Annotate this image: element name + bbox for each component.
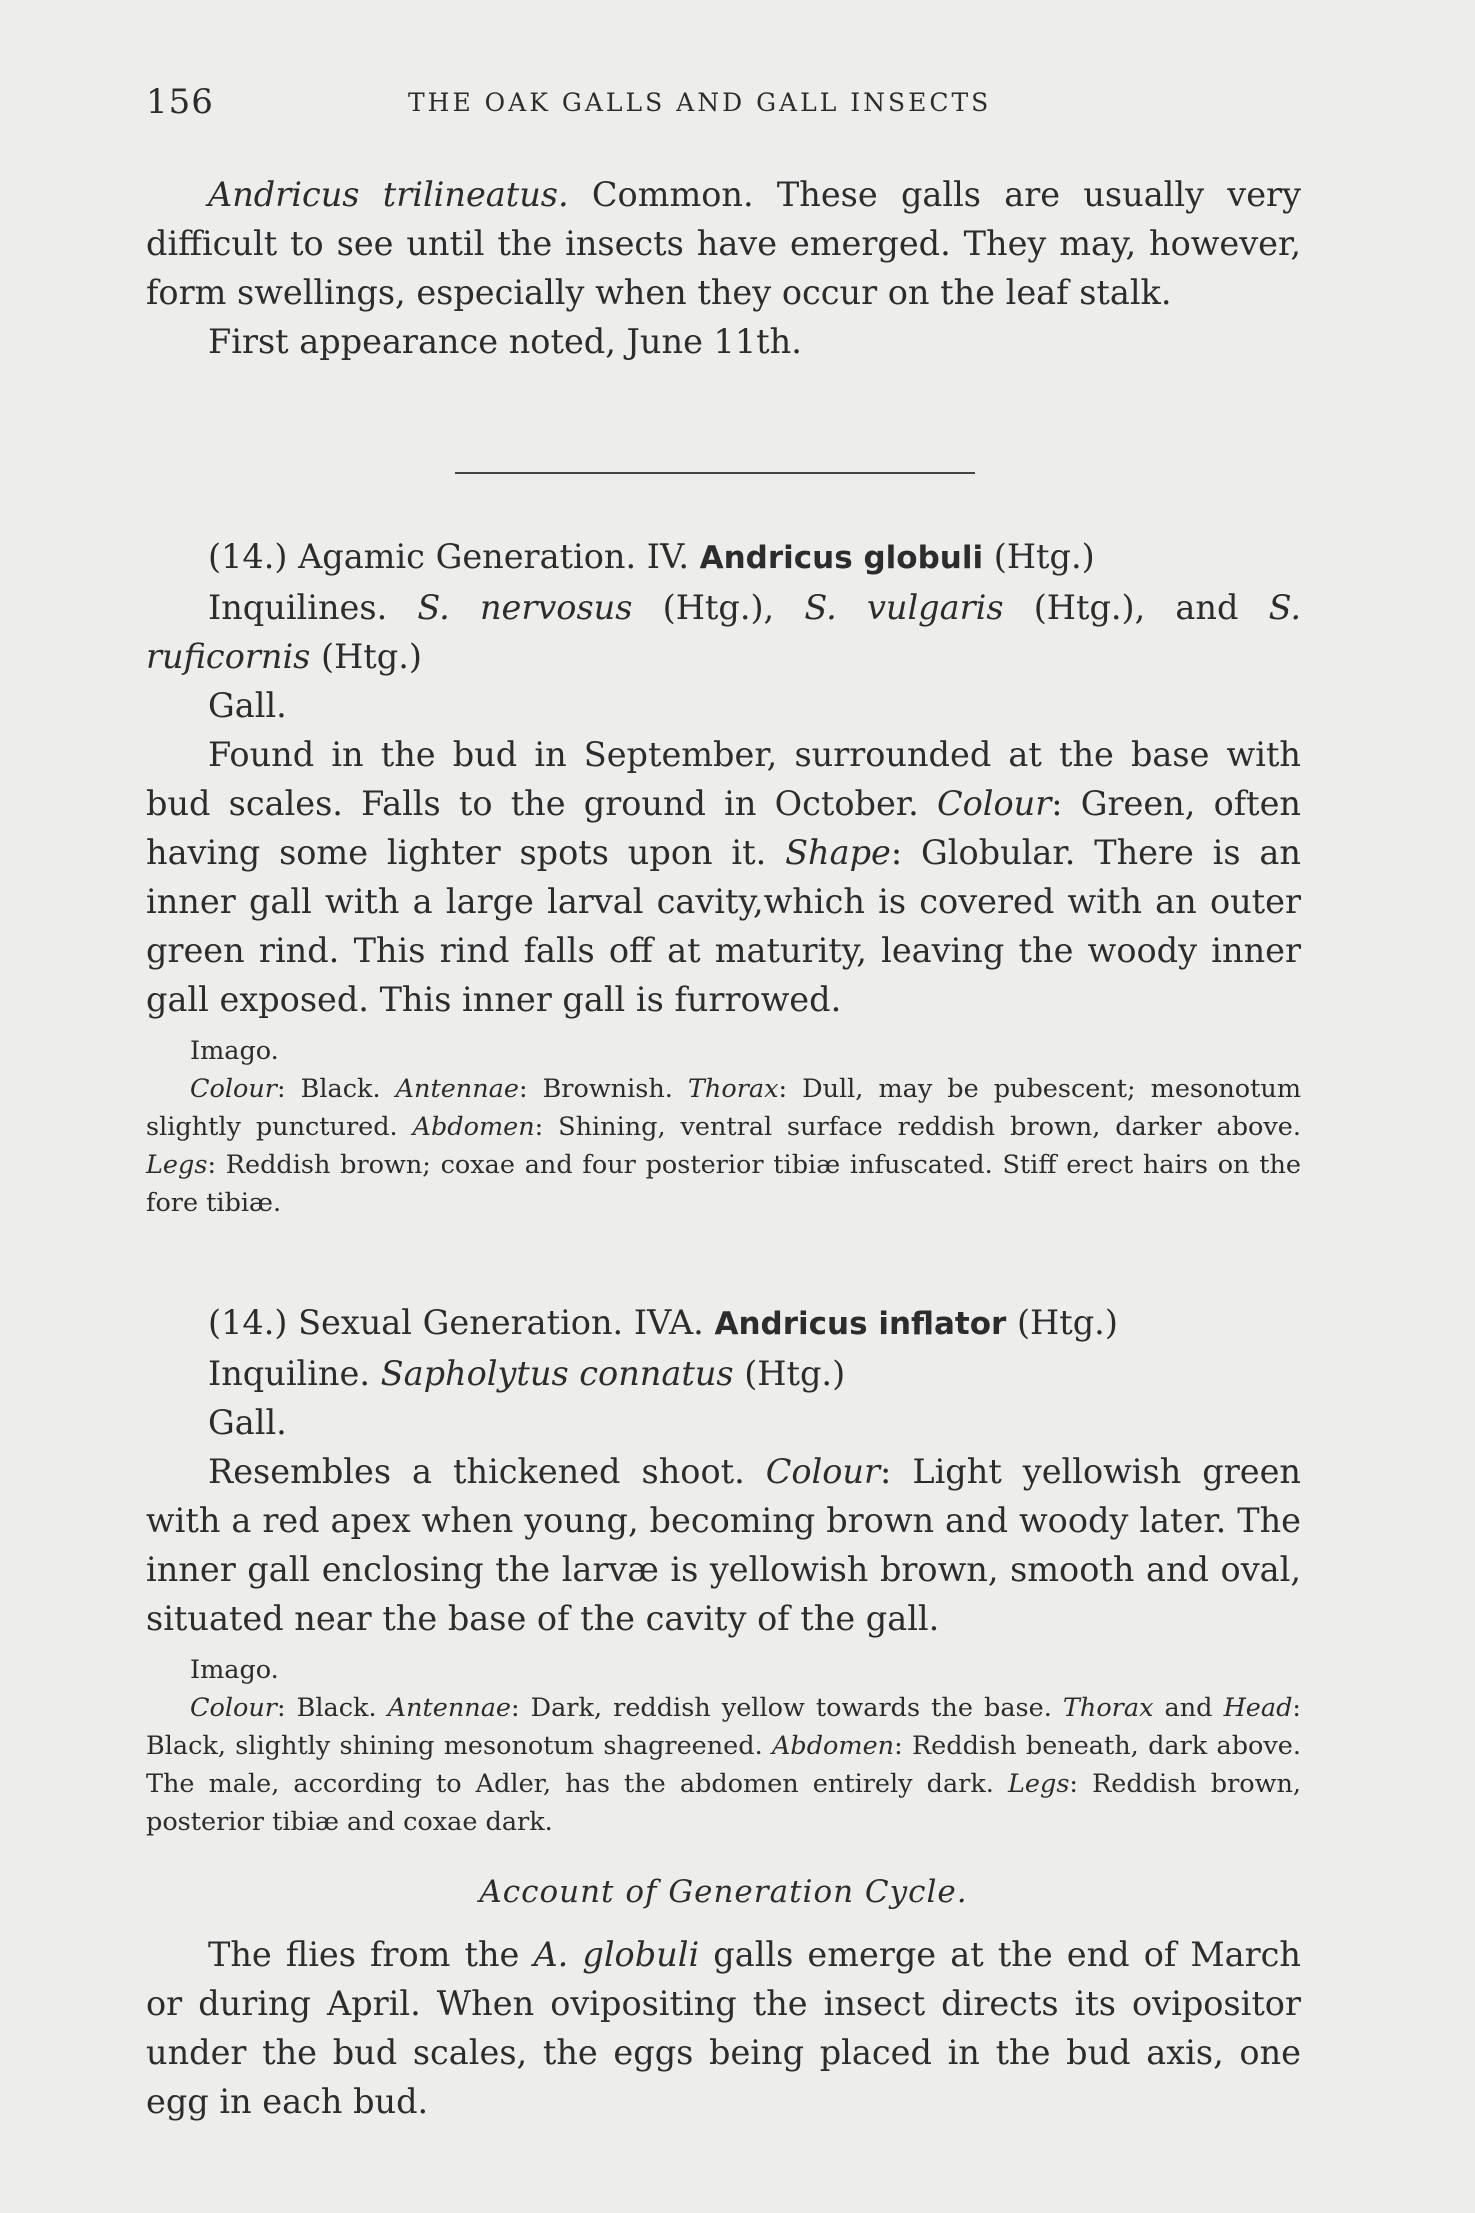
account-text: The flies from the (208, 1935, 534, 1974)
trilineatus-paragraph (146, 170, 1301, 317)
gall-text: Found in the bud in September, surrounded at the base with bud scales. Falls to the ground in October. (146, 735, 1301, 823)
legs-label: Legs (146, 1150, 208, 1180)
inquiline-line (146, 1349, 1301, 1398)
first-appearance-note: First appearance noted, June 11th. (208, 322, 802, 361)
inflator-heading (146, 1298, 1301, 1349)
account-section (146, 1930, 1301, 2126)
colour-label: Colour (936, 784, 1052, 823)
gall-description (146, 730, 1301, 1024)
imago-text: : Reddish beneath, dark above. The male, according to Adler, has the abdomen entirely dark. (146, 1731, 1301, 1799)
thorax-label: Thorax (1062, 1693, 1154, 1723)
species-heading-name: Andricus inflator (714, 1306, 1007, 1342)
thorax-label: Thorax (687, 1074, 779, 1104)
colour-label: Colour (190, 1693, 277, 1723)
antennae-label: Antennae (395, 1074, 519, 1104)
species-heading-name: Andricus globuli (699, 540, 984, 576)
heading-prefix: (14.) Agamic Generation. IV. (208, 537, 700, 576)
inquiline-label: Inquiline. (208, 1354, 381, 1393)
legs-label: Legs (1007, 1769, 1070, 1799)
inquiline-name: S. ruficornis (146, 588, 1301, 676)
gall-text: : Globular. There is an inner gall with a large larval cavity,which is covered with an outer green rind. This rind falls off at maturity, leaving the woody inner gall exposed. This inner gall is furrowed. (146, 833, 1301, 1019)
account-text: galls emerge at the end of March or during April. When ovipositing the insect directs its ovipositor under the bud scales, the eggs being placed in the bud axis, one egg in each bud. (146, 1935, 1301, 2121)
entry-inflator (146, 1298, 1301, 1841)
colour-label: Colour (190, 1074, 277, 1104)
section-divider (455, 472, 975, 474)
abdomen-label: Abdomen (412, 1112, 535, 1142)
inquilines-label: Inquilines. (208, 588, 418, 627)
abdomen-label: Abdomen (772, 1731, 895, 1761)
gall-label: Gall. (208, 1403, 287, 1442)
inquiline-name: S. vulgaris (804, 588, 1004, 627)
antennae-label: Antennae (387, 1693, 511, 1723)
heading-suffix: (Htg.) (1006, 1303, 1118, 1342)
inquiline-author: (Htg.), and (1003, 588, 1269, 627)
account-paragraph (146, 1930, 1301, 2126)
imago-label: Imago. (190, 1036, 279, 1066)
shape-label: Shape (785, 833, 891, 872)
gall-description (146, 1447, 1301, 1643)
inquiline-author: (Htg.) (310, 637, 422, 676)
species-name: A. globuli (533, 1935, 700, 1974)
globuli-heading (146, 532, 1301, 583)
imago-text: : Black. (276, 1074, 396, 1104)
imago-text: : Dark, reddish yellow towards the base. (511, 1693, 1063, 1723)
heading-prefix: (14.) Sexual Generation. IVA. (208, 1303, 715, 1342)
gall-text: Resembles a thickened shoot. (208, 1452, 766, 1491)
imago-description (146, 1689, 1301, 1841)
entry-trilineatus (146, 170, 1301, 366)
running-head: THE OAK GALLS AND GALL INSECTS (408, 88, 992, 117)
imago-text: : Black. (276, 1693, 388, 1723)
page-header (146, 82, 1296, 122)
gall-text: : Green, often having some lighter spots upon it. (146, 784, 1301, 872)
imago-text: : Shining, ventral surface reddish brown, darker above. (534, 1112, 1301, 1142)
inquiline-name: S. nervosus (417, 588, 633, 627)
head-label: Head (1223, 1693, 1293, 1723)
imago-text: : Black, slightly shining mesonotum shagreened. (146, 1693, 1302, 1761)
species-name: Andricus trilineatus. (208, 175, 569, 214)
paragraph-text: Common. These galls are usually very difficult to see until the insects have emerged. They may, however, form swellings, especially when they occur on the leaf stalk. (146, 175, 1301, 312)
imago-text: : Brownish. (518, 1074, 688, 1104)
page-number: 156 (146, 82, 214, 122)
imago-text: : Reddish brown, posterior tibiæ and coxae dark. (146, 1769, 1301, 1837)
entry-globuli (146, 532, 1301, 1222)
imago-label: Imago. (190, 1655, 279, 1685)
colour-label: Colour (765, 1452, 881, 1491)
inquiline-name: Sapholytus connatus (380, 1354, 734, 1393)
imago-description (146, 1070, 1301, 1222)
inquilines-line (146, 583, 1301, 681)
imago-text: : Reddish brown; coxae and four posterior tibiæ infuscated. Stiff erect hairs on the fore tibiæ. (146, 1150, 1301, 1218)
heading-suffix: (Htg.) (983, 537, 1095, 576)
gall-label: Gall. (208, 686, 287, 725)
imago-text: and (1153, 1693, 1224, 1723)
inquiline-author: (Htg.) (733, 1354, 846, 1393)
inquiline-author: (Htg.), (632, 588, 805, 627)
section-title: Account of Generation Cycle. (479, 1874, 968, 1910)
gall-text: : Light yellowish green with a red apex when young, becoming brown and woody later. The inner gall enclosing the larvæ is yellowish brown, smooth and oval, situated near the base of the cavity of the gall. (146, 1452, 1301, 1638)
imago-text: : Dull, may be pubescent; mesonotum slightly punctured. (146, 1074, 1301, 1142)
